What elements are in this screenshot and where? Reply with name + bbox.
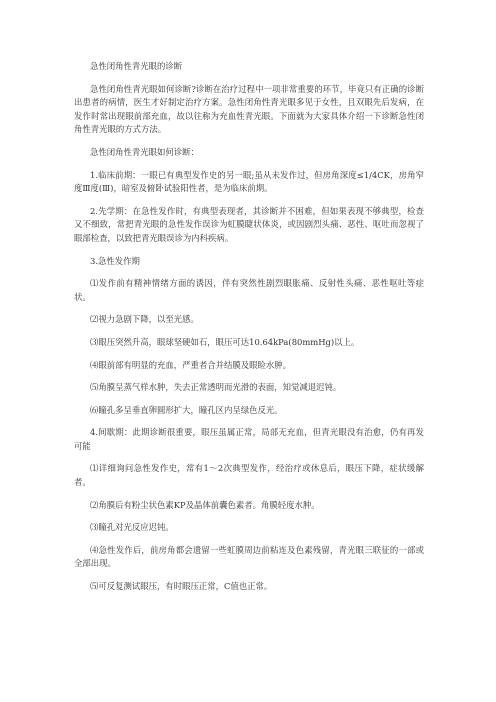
list-item-intermittent-5: ⑸可反复测试眼压，有时眼压正常，C值也正常。 xyxy=(90,581,273,592)
list-item-acute-4: ⑷眼前部有明显的充血，严重者合并结膜及眼睑水肿。 xyxy=(90,359,291,370)
list-item-acute-2: ⑵视力急剧下降，以至光感。 xyxy=(90,314,199,325)
list-item-intermittent-3: ⑶瞳孔对光反应迟钝。 xyxy=(90,522,174,533)
list-item-acute-6: ⑹瞳孔多呈垂直卵圆形扩大，瞳孔区内呈绿色反光。 xyxy=(90,404,283,415)
document-body xyxy=(74,60,424,603)
paragraph-prodromal-stage: 2.先学期：在急性发作时，有典型表现者，其诊断并不困难，但如果表现不够典型，检查又不细致，常把青光眼的急性发作误诊为虹膜睫状体炎，或因剧烈头痛、恶性、呕吐而忽视了眼部检查，以致把青光眼误诊为内科疾病。 xyxy=(74,205,424,243)
paragraph-intermittent-stage: 4.间歇期：此期诊断很重要，眼压虽属正常，局部无充血，但青光眼没有治愈，仍有再发可能 xyxy=(74,427,424,451)
section-heading-diagnosis: 急性闭角性青光眼如何诊断： xyxy=(90,146,199,157)
section-heading-acute-stage: 3.急性发作期 xyxy=(90,255,140,266)
list-item-acute-1: ⑴发作前有精神情绪方面的诱因，伴有突然性剧烈眼胀痛、反射性头痛、恶性呕吐等症状。 xyxy=(74,278,424,302)
paragraph-intro: 急性闭角性青光眼如何诊断?诊断在治疗过程中一项非常重要的环节，毕竟只有正确的诊断出患者的病情，医生才好制定治疗方案。急性闭角性青光眼多见于女性，且双眼先后发病，在发作时常出现眼前部充血，故以往称为充血性青光眼。下面就为大家具体介绍一下诊断急性闭角性青光眼的方式方法。 xyxy=(74,83,424,135)
list-item-intermittent-2: ⑵角膜后有粉尘状色素KP及晶体前囊色素者。角膜轻度水肿。 xyxy=(90,499,320,510)
list-item-intermittent-4: ⑷急性发作后，前房角都会遗留一些虹膜周边前粘连及色素残留，青光眼三联征的一部或全部出现。 xyxy=(74,544,424,569)
list-item-acute-3: ⑶眼压突然升高，眼球坚硬如石，眼压可达10.64kPa(80mmHg)以上。 xyxy=(90,336,360,347)
document-title: 急性闭角性青光眼的诊断 xyxy=(90,61,183,71)
list-item-intermittent-1: ⑴详细询问急性发作史，常有1～2次典型发作，经治疗或休息后，眼压下降，症状缓解者。 xyxy=(74,463,424,488)
paragraph-preclinical-stage: 1.临床前期：一眼已有典型发作史的另一眼;虽从未发作过，但房角深度≤1/4CK，房角窄度Ⅲ度(Ⅲ)，暗室及俯卧试验阳性者，是为临床前期。 xyxy=(74,169,424,194)
list-item-acute-5: ⑸角膜呈蒸气样水肿，失去正常透明而光滑的表面，知觉减退迟钝。 xyxy=(90,382,342,393)
